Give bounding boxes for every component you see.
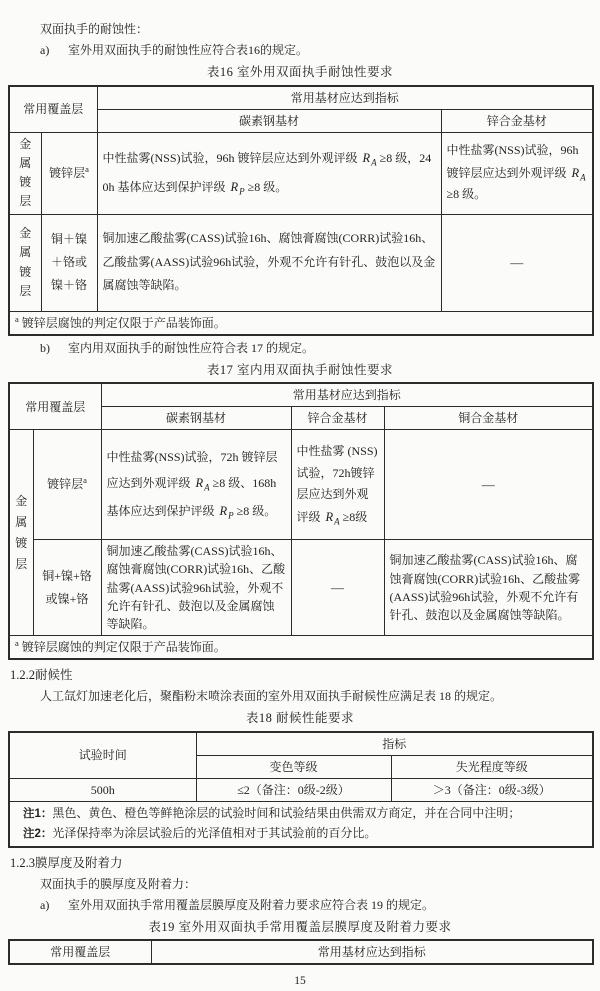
req-text: 中性盐雾(NSS)试验，96h 镀锌层应达到外观评级 [102,150,361,165]
t17-cell-layer [33,430,101,540]
table19 [8,939,594,965]
t16-th-indicator: 常用基材应达到指标 [97,86,593,110]
t16-th-covering: 常用覆盖层 [9,86,97,133]
t16-th-carbon-steel: 碳素钢基材 [97,109,441,132]
symbol-RP-sub: P [239,186,245,197]
t17-th-covering: 常用覆盖层 [9,383,101,430]
table16-header-row1 [9,86,593,110]
t16-cell-layer [41,132,97,214]
t17-cell-group: 金属镀层 [9,430,33,636]
t16-cell-carbon-requirement: 铜加速乙酸盐雾(CASS)试验16h、腐蚀膏腐蚀(CORR)试验16h、乙酸盐雾(AASS)试验96h试验，外观不允许有针孔、鼓泡以及金属腐蚀等缺陷。 [97,214,441,311]
footnote-marker: a [15,638,19,649]
req-text: ≥8 级、168h 基体应达到保护评级 [106,476,277,518]
t17-cell-layer: 铜+镍+铬或镍+铬 [33,540,101,636]
clause-1-2-3-paragraph: 双面执手的膜厚度及附着力： [40,876,197,891]
table17 [8,382,594,660]
symbol-RP-sub: P [228,510,234,521]
symbol-RA-sub: A [371,157,377,168]
req-text: ≥8 级。 [233,503,277,518]
t17-th-indicator: 常用基材应达到指标 [101,383,593,407]
t17-cell-carbon-requirement: 铜加速乙酸盐雾(CASS)试验16h、腐蚀膏腐蚀(CORR)试验16h、乙酸盐雾(AASS)试验96h试验，外观不允许有针孔、鼓泡以及金属腐蚀等缺陷。 [101,540,291,636]
t18-notes [9,801,593,846]
footnote-text: 镀锌层腐蚀的判定仅限于产品装饰面。 [21,640,226,655]
t17-cell-zinc-requirement [291,430,384,540]
note-1-label: 注1： [23,807,53,820]
list-item-a-table16 [40,41,592,59]
t18-th-color-change: 变色等级 [196,755,391,778]
clause-1-2-2-heading: 1.2.2耐候性 [10,668,73,683]
symbol-RA: R [195,476,204,491]
list-item-b-table17 [40,339,592,357]
t16-th-zinc-alloy: 锌合金基材 [441,109,593,132]
t16-cell-zinc-requirement [441,132,593,214]
t17-footnote [9,636,593,660]
table16-header-row2 [9,109,593,132]
list-text-b: 室内用双面执手的耐蚀性应符合表 17 的规定。 [68,340,315,355]
intro-title: 双面执手的耐蚀性： [40,22,149,36]
t16-cell-zinc-requirement: — [441,214,593,311]
table18-data-row [9,778,593,801]
table16 [8,85,594,336]
table18-header-row1 [9,732,593,756]
t19-th-indicator: 常用基材应达到指标 [151,940,593,964]
t16-cell-layer: 铜＋镍＋铬或镍＋铬 [41,214,97,311]
table18-notes-row [9,801,593,846]
table19-header-row [9,940,593,964]
t18-th-indicator: 指标 [196,732,593,756]
req-text: ≥8 级。 [446,187,487,202]
list-label-a: a) [40,897,50,912]
req-text: ≥8 级，240h 基体应达到保护评级 [102,150,432,195]
symbol-RP: R [230,180,239,195]
table17-caption: 表17 室内用双面执手耐蚀性要求 [206,362,394,377]
table19-caption: 表19 室外用双面执手常用覆盖层膜厚度及附着力要求 [148,919,452,934]
t17-th-zinc-alloy: 锌合金基材 [291,407,384,430]
note-2-text: 光泽保持率为涂层试验后的光泽值相对于其试验前的百分比。 [52,825,377,840]
table16-footnote-row [9,311,593,335]
req-text: 中性盐雾(NSS)试验，96h镀锌层应达到外观评级 [446,143,579,180]
t18-th-gloss-loss: 失光程度等级 [391,755,593,778]
layer-label: 镀锌层 [49,165,86,180]
symbol-RA-sub: A [334,516,340,527]
req-text: 中性盐雾(NSS)试验，72h 镀锌层应达到外观评级 [106,450,278,491]
t18-cell-gloss-grade: ＞3（备注：0级-3级） [391,778,593,801]
req-text: 中性盐雾 (NSS)试验，72h镀锌层应达到外观评级 [296,444,378,524]
list-item-a-table19 [40,896,592,914]
footnote-marker: a [83,475,87,486]
note-2 [15,824,587,844]
list-label-b: b) [40,340,50,355]
t17-th-copper-alloy: 铜合金基材 [384,407,593,430]
t17-cell-copper-requirement: 铜加速乙酸盐雾(CASS)试验16h、腐蚀膏腐蚀(CORR)试验16h、乙酸盐雾(AASS)试验96h试验，外观不允许有针孔、鼓泡以及金属腐蚀等缺陷。 [384,540,593,636]
table18 [8,731,594,848]
t16-cell-group: 金属镀层 [9,132,41,214]
footnote-marker: a [85,163,89,174]
page-number: 15 [294,975,306,988]
symbol-RA: R [325,509,334,524]
req-text: ≥8 级。 [244,180,288,195]
t16-footnote [9,311,593,335]
clause-1-2-2-paragraph: 人工氙灯加速老化后，聚酯粉末喷涂表面的室外用双面执手耐候性应满足表 18 的规定。 [40,689,503,704]
table17-row-copper-nickel-chrome [9,540,593,636]
t17-cell-zinc-requirement: — [291,540,384,636]
list-text-a: 室外用双面执手常用覆盖层膜厚度及附着力要求应符合表 19 的规定。 [68,897,435,912]
symbol-RA-sub: A [580,172,586,183]
footnote-marker: a [15,313,19,324]
t18-th-test-time: 试验时间 [9,732,196,779]
table17-header-row1 [9,383,593,407]
table16-row-copper-nickel-chrome [9,214,593,311]
table18-caption: 表18 耐候性能要求 [245,711,355,726]
symbol-RP: R [219,503,228,518]
symbol-RA: R [362,150,371,165]
note-2-label: 注2： [23,827,53,840]
table16-caption: 表16 室外用双面执手耐蚀性要求 [206,65,394,79]
list-text-a: 室外用双面执手的耐蚀性应符合表16的规定。 [68,43,309,57]
table17-footnote-row [9,636,593,660]
footnote-text: 镀锌层腐蚀的判定仅限于产品装饰面。 [21,315,226,330]
note-1-text: 黑色、黄色、橙色等鲜艳涂层的试验时间和试验结果由供需双方商定，并在合同中注明； [52,805,521,820]
list-label-a: a) [40,43,50,57]
t16-cell-group: 金属镀层 [9,214,41,311]
t18-cell-color-grade: ≤2（备注：0级-2级） [196,778,391,801]
req-text: ≥8级 [339,509,368,524]
layer-label: 镀锌层 [47,477,84,492]
symbol-RA-sub: A [204,482,210,493]
note-1 [15,804,587,824]
clause-1-2-3-heading: 1.2.3膜厚度及附着力 [10,855,123,870]
table16-row-zinc-plating [9,132,593,214]
t18-cell-time: 500h [9,778,196,801]
t17-th-carbon-steel: 碳素钢基材 [101,407,291,430]
t17-cell-copper-requirement: — [384,430,593,540]
table17-row-zinc-plating [9,430,593,540]
t17-cell-carbon-requirement [101,430,291,540]
t19-th-covering: 常用覆盖层 [9,940,151,964]
t16-cell-carbon-requirement [97,132,441,214]
symbol-RA: R [571,165,580,180]
